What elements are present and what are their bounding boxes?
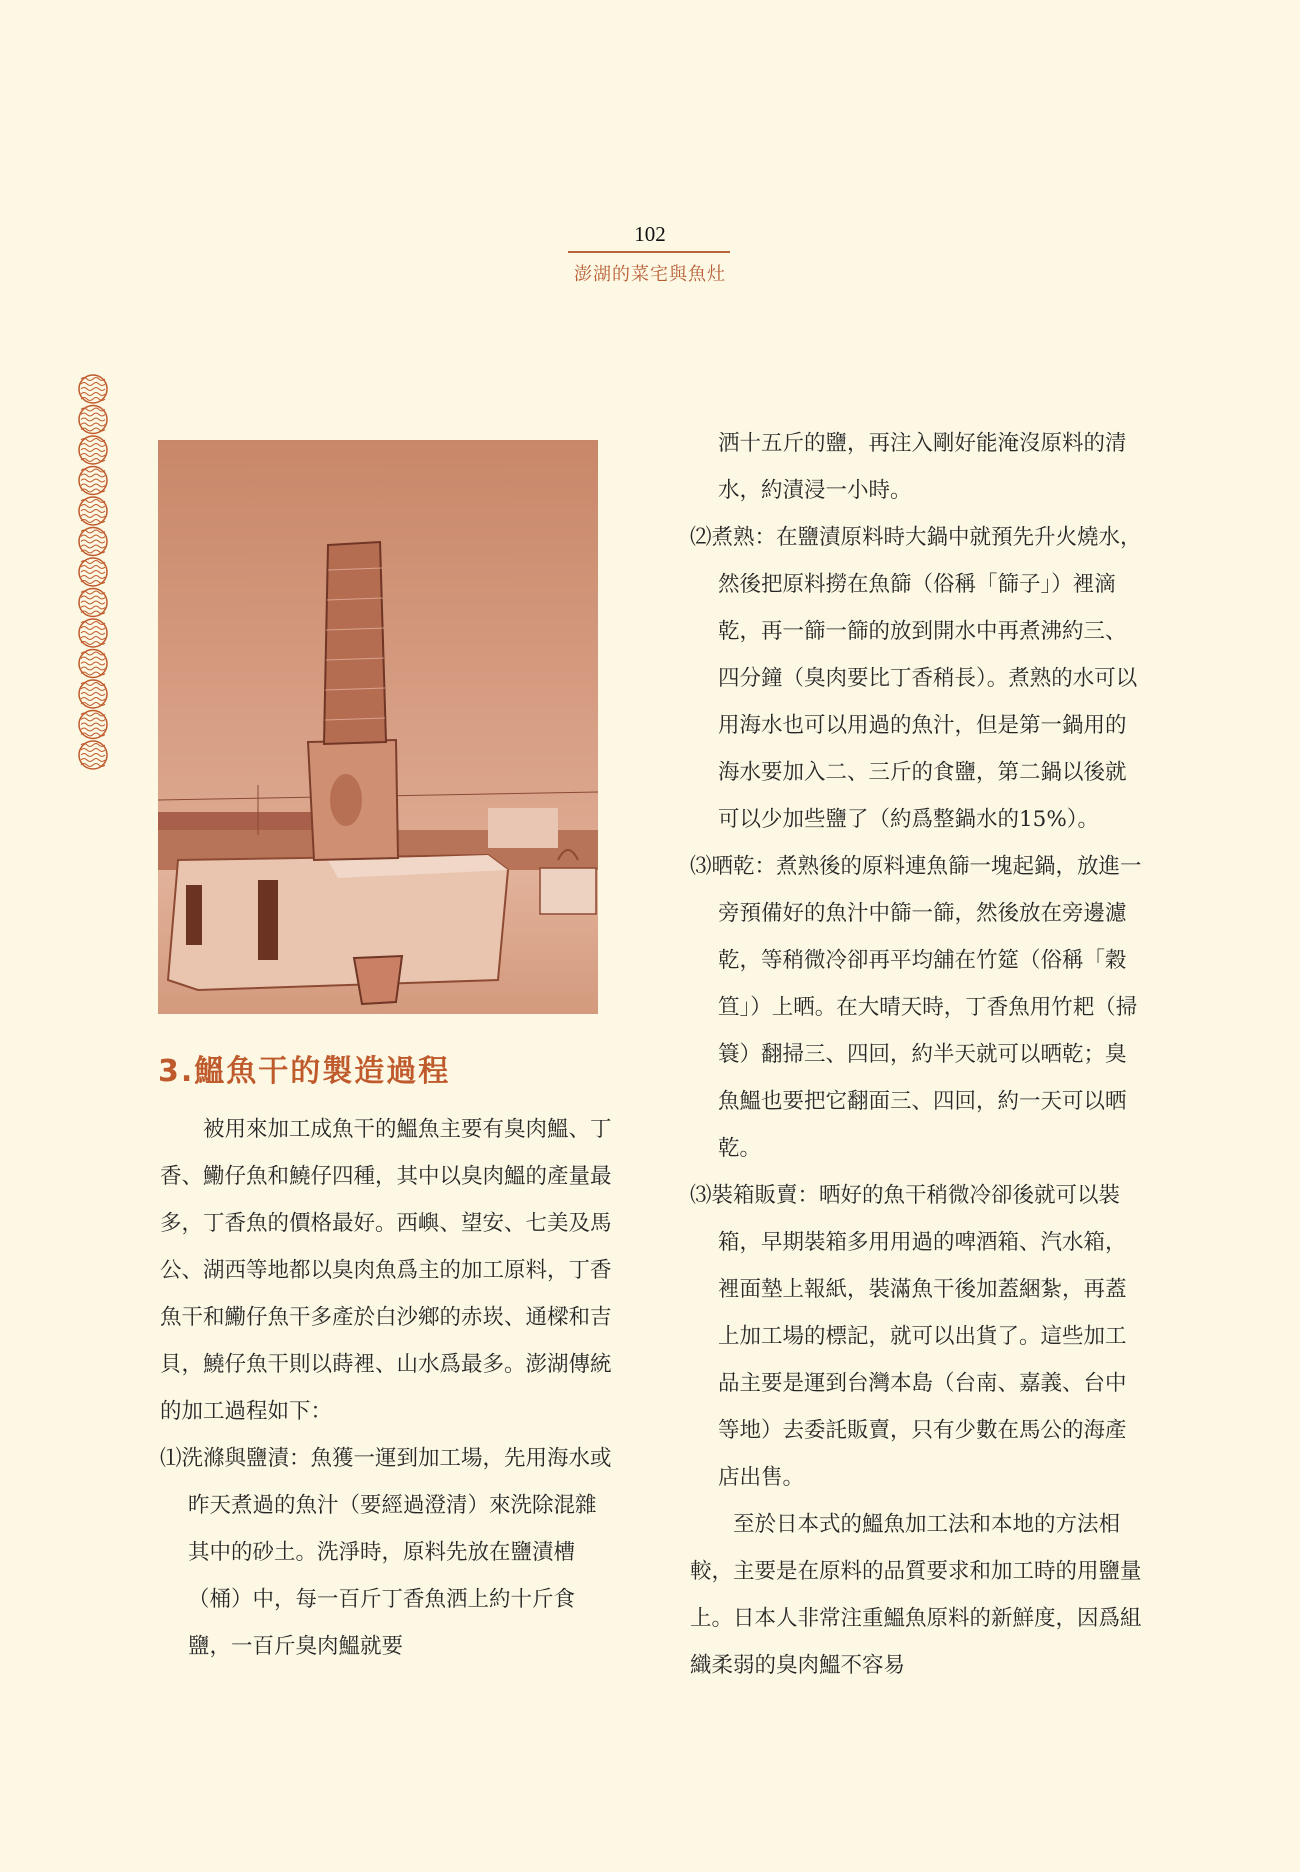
left-text-column — [160, 1106, 612, 1670]
wave-circle-ornament — [79, 619, 107, 647]
wave-circle-ornament — [79, 680, 107, 708]
book-title: 澎湖的菜宅與魚灶 — [574, 264, 726, 285]
wave-circle-ornament — [79, 406, 107, 434]
right-text-column — [690, 420, 1142, 1689]
wave-circle-ornament — [79, 741, 107, 769]
page-number: 102 — [634, 222, 666, 246]
wave-circle-ornament — [79, 375, 107, 403]
intro-paragraph: 被用來加工成魚干的鰮魚主要有臭肉鰮、丁香、鰳仔魚和鱙仔四種，其中以臭肉鰮的產量最多，丁香魚的價格最好。西嶼、望安、七美及馬公、湖西等地都以臭肉魚爲主的加工原料，丁香魚干和鰳仔魚干多產於白沙鄉的赤崁、通樑和吉貝，鱙仔魚干則以蒔裡、山水爲最多。澎湖傳統的加工過程如下： — [160, 1117, 612, 1424]
step-3-paragraph: ⑶晒乾：煮熟後的原料連魚篩一塊起鍋，放進一旁預備好的魚汁中篩一篩，然後放在旁邊濾乾，等稍微冷卻再平均舖在竹筵（俗稱「穀笪」）上晒。在大晴天時，丁香魚用竹耙（掃簑）翻掃三、四回，約半天就可以晒乾；臭魚鰮也要把它翻面三、四回，約一天可以晒乾。 — [690, 854, 1142, 1161]
wave-circle-ornament — [79, 650, 107, 678]
wave-circle-ornament — [79, 528, 107, 556]
wave-ornament-icon — [76, 373, 110, 793]
wave-circle-ornament — [79, 589, 107, 617]
closing-paragraph: 至於日本式的鰮魚加工法和本地的方法相較，主要是在原料的品質要求和加工時的用鹽量上。日本人非常注重鰮魚原料的新鮮度，因爲組織柔弱的臭肉鰮不容易 — [690, 1512, 1142, 1678]
wave-circle-ornament — [79, 436, 107, 464]
chimney-photo-icon — [158, 440, 598, 1014]
step-1-paragraph: ⑴洗滌與鹽漬：魚獲一運到加工場，先用海水或昨天煮過的魚汁（要經過澄清）來洗除混雜其中的砂土。洗淨時，原料先放在鹽漬槽（桶）中，每一百斤丁香魚洒上約十斤食鹽，一百斤臭肉鰮就要 — [160, 1446, 612, 1659]
margin-ornament-column — [76, 373, 110, 793]
wave-circle-ornament — [79, 711, 107, 739]
step-4-paragraph: ⑶裝箱販賣：晒好的魚干稍微冷卻後就可以裝箱，早期裝箱多用用過的啤酒箱、汽水箱，裡面墊上報紙，裝滿魚干後加蓋綑紮，再蓋上加工場的標記，就可以出貨了。這些加工品主要是運到台灣本島（台南、嘉義、台中等地）去委託販賣，只有少數在馬公的海產店出售。 — [690, 1183, 1127, 1490]
fish-stove-chimney-photo — [158, 440, 598, 1014]
wave-circle-ornament — [79, 497, 107, 525]
step-1-continuation: 洒十五斤的鹽，再注入剛好能淹沒原料的清水，約漬浸一小時。 — [718, 431, 1127, 503]
wave-circle-ornament — [79, 467, 107, 495]
section-heading: 3.鰮魚干的製造過程 — [158, 1054, 451, 1089]
wave-circle-ornament — [79, 558, 107, 586]
header-rule — [568, 251, 730, 253]
step-2-paragraph: ⑵煮熟：在鹽漬原料時大鍋中就預先升火燒水，然後把原料撈在魚篩（俗稱「篩子」）裡滴乾，再一篩一篩的放到開水中再煮沸約三、四分鐘（臭肉要比丁香稍長）。煮熟的水可以用海水也可以用過的魚汁，但是第一鍋用的海水要加入二、三斤的食鹽，第二鍋以後就可以少加些鹽了（約爲整鍋水的15%）。 — [690, 525, 1142, 832]
